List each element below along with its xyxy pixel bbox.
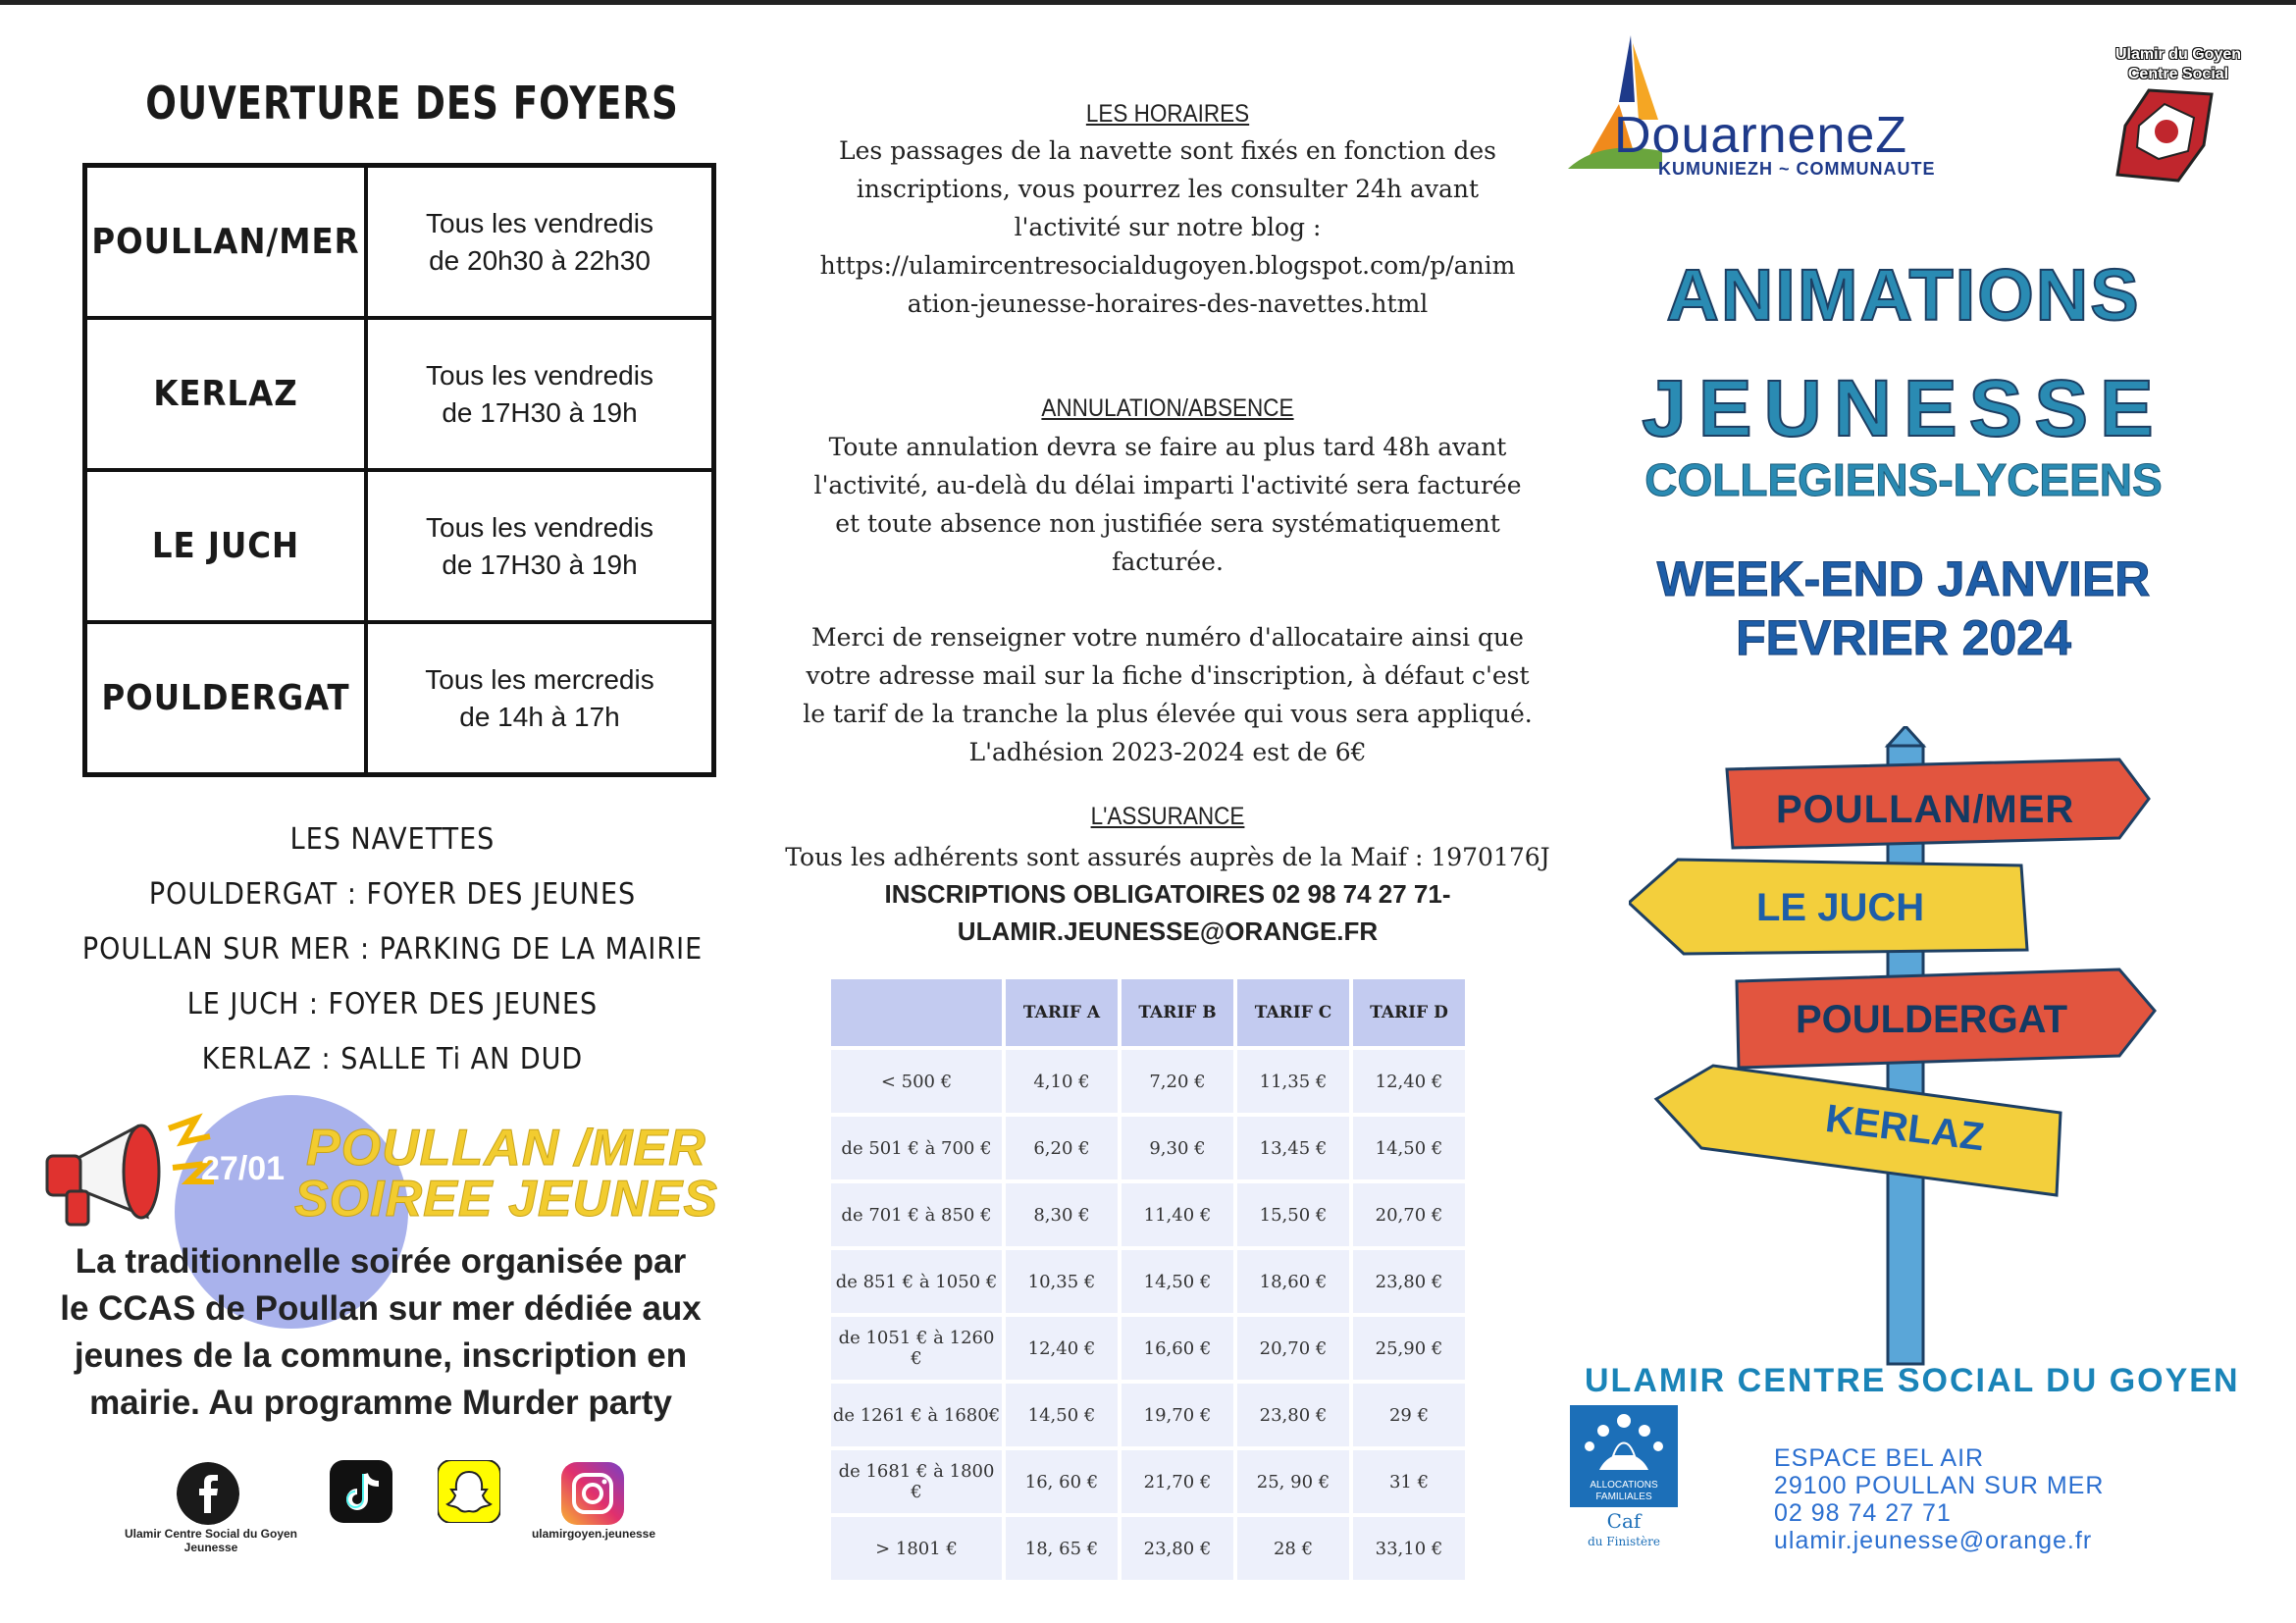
- event-description: [47, 1238, 714, 1427]
- horaires-text: [785, 131, 1550, 323]
- navettes-list: [78, 812, 706, 1087]
- schedule-line: Tous les vendredis: [426, 207, 653, 238]
- inscriptions-line: INSCRIPTIONS OBLIGATOIRES 02 98 74 27 71-: [884, 879, 1451, 909]
- foyer-schedule: [366, 318, 714, 470]
- table-row: [85, 470, 714, 622]
- allocataire-text: [785, 618, 1550, 771]
- event-text-line: mairie. Au programme Murder party: [89, 1384, 672, 1422]
- schedule-line: de 14h à 17h: [459, 701, 620, 732]
- assurance-text: Tous les adhérents sont assurés auprès de la Maif : 1970176J: [785, 843, 1550, 871]
- income-bracket: de 1261 € à 1680€: [831, 1384, 1002, 1446]
- table-cell: 4,10 €: [1006, 1050, 1118, 1113]
- schedule-line: Tous les vendredis: [426, 359, 653, 391]
- table-cell: 7,20 €: [1122, 1050, 1233, 1113]
- instagram-icon[interactable]: [561, 1462, 624, 1525]
- table-cell: 31 €: [1353, 1450, 1465, 1513]
- event-text-line: jeunes de la commune, inscription en: [74, 1336, 688, 1375]
- table-cell: 23,80 €: [1353, 1250, 1465, 1313]
- sign-poullan: [1727, 759, 2149, 848]
- table-row: [831, 1384, 1465, 1446]
- contact-line: 29100 POULLAN SUR MER: [1774, 1472, 2105, 1499]
- annulation-heading: ANNULATION/ABSENCE: [1041, 394, 1294, 422]
- sign-label: POULLAN/MER: [1776, 788, 2075, 831]
- caf-text: Caf: [1606, 1509, 1642, 1533]
- contact-phone[interactable]: 02 98 74 27 71: [1774, 1499, 1952, 1527]
- text-line: votre adresse mail sur la fiche d'inscription, à défaut c'est: [806, 661, 1530, 690]
- text-line: Merci de renseigner votre numéro d'allocataire ainsi que: [811, 623, 1524, 652]
- column-header: TARIF A: [1006, 979, 1118, 1046]
- tiktok-icon[interactable]: [330, 1460, 392, 1523]
- text-line: l'activité, au-delà du délai imparti l'activité sera facturée: [813, 471, 1522, 499]
- sign-le-juch: [1629, 860, 2027, 954]
- text-line: Les passages de la navette sont fixés en fonction des: [839, 136, 1496, 165]
- table-cell: 20,70 €: [1353, 1183, 1465, 1246]
- inscriptions-contact: [785, 875, 1550, 950]
- table-cell: 16, 60 €: [1006, 1450, 1118, 1513]
- table-cell: 23,80 €: [1122, 1517, 1233, 1580]
- table-cell: 18,60 €: [1237, 1250, 1349, 1313]
- table-header-row: [831, 979, 1465, 1046]
- table-cell: 21,70 €: [1122, 1450, 1233, 1513]
- text-line: Toute annulation devra se faire au plus tard 48h avant: [828, 433, 1507, 461]
- table-cell: 11,40 €: [1122, 1183, 1233, 1246]
- table-cell: 10,35 €: [1006, 1250, 1118, 1313]
- income-bracket: de 851 € à 1050 €: [831, 1250, 1002, 1313]
- foyer-location: POULDERGAT: [85, 622, 367, 775]
- table-cell: 33,10 €: [1353, 1517, 1465, 1580]
- list-item: LE JUCH : FOYER DES JEUNES: [186, 987, 599, 1021]
- income-bracket: de 701 € à 850 €: [831, 1183, 1002, 1246]
- horaires-heading: LES HORAIRES: [1085, 100, 1250, 128]
- foyer-schedule: [366, 622, 714, 775]
- navettes-heading: LES NAVETTES: [289, 822, 496, 857]
- blog-link[interactable]: ation-jeunesse-horaires-des-navettes.html: [907, 289, 1429, 318]
- table-cell: 12,40 €: [1353, 1050, 1465, 1113]
- table-cell: 14,50 €: [1122, 1250, 1233, 1313]
- table-cell: 18, 65 €: [1006, 1517, 1118, 1580]
- schedule-line: de 20h30 à 22h30: [429, 244, 651, 276]
- table-cell: 12,40 €: [1006, 1317, 1118, 1380]
- column-header: TARIF C: [1237, 979, 1349, 1046]
- table-cell: 29 €: [1353, 1384, 1465, 1446]
- table-cell: 25, 90 €: [1237, 1450, 1349, 1513]
- table-row: [831, 1050, 1465, 1113]
- blog-link[interactable]: https://ulamircentresocialdugoyen.blogspot.com/p/anim: [819, 251, 1516, 280]
- foyer-schedule: [366, 470, 714, 622]
- annulation-text: [785, 428, 1550, 581]
- table-row: [831, 1450, 1465, 1513]
- schedule-line: de 17H30 à 19h: [442, 396, 638, 428]
- tarifs-table: [827, 975, 1469, 1584]
- table-row: [85, 318, 714, 470]
- table-cell: 14,50 €: [1353, 1117, 1465, 1179]
- income-bracket: de 1681 € à 1800 €: [831, 1450, 1002, 1513]
- period-title: [1550, 550, 2257, 667]
- signpost-illustration: [1629, 726, 2178, 1374]
- event-date: 27/01: [201, 1150, 286, 1187]
- event-text-line: La traditionnelle soirée organisée par: [75, 1242, 687, 1281]
- table-cell: 11,35 €: [1237, 1050, 1349, 1113]
- text-line: le tarif de la tranche la plus élevée qui vous sera appliqué.: [803, 700, 1533, 728]
- ulamir-logo-text: [2100, 45, 2257, 84]
- foyers-table: [82, 163, 716, 777]
- ulamir-logo-line: Ulamir du Goyen: [2114, 46, 2242, 63]
- sign-label: LE JUCH: [1756, 886, 1925, 929]
- ulamir-logo-icon: [2110, 86, 2219, 184]
- table-row: [831, 1250, 1465, 1313]
- table-row: [831, 1117, 1465, 1179]
- main-title-line2: JEUNESSE: [1642, 364, 2166, 453]
- douarnenez-logo-subtitle: KUMUNIEZH ~ COMMUNAUTE: [1658, 159, 1936, 179]
- caf-family-icon: [1570, 1409, 1678, 1476]
- caf-text: du Finistère: [1588, 1535, 1660, 1548]
- text-line: l'activité sur notre blog :: [1014, 213, 1322, 241]
- column-header: [831, 979, 1002, 1046]
- column-header: TARIF D: [1353, 979, 1465, 1046]
- text-line: et toute absence non justifiée sera systématiquement: [835, 509, 1500, 538]
- period-line: WEEK-END JANVIER: [1656, 551, 2151, 606]
- douarnenez-logo-name: DouarneneZ: [1614, 107, 1908, 164]
- column-header: TARIF B: [1122, 979, 1233, 1046]
- instagram-label: ulamirgoyen.jeunesse: [531, 1527, 656, 1541]
- table-cell: 16,60 €: [1122, 1317, 1233, 1380]
- table-cell: 28 €: [1237, 1517, 1349, 1580]
- sign-pouldergat: [1737, 969, 2155, 1068]
- table-cell: 13,45 €: [1237, 1117, 1349, 1179]
- period-line: FEVRIER 2024: [1736, 610, 2071, 665]
- table-row: [85, 622, 714, 775]
- event-title: POULLAN /MER: [306, 1120, 706, 1177]
- list-item: KERLAZ : SALLE Ti AN DUD: [201, 1042, 584, 1076]
- foyer-location: LE JUCH: [85, 470, 367, 622]
- schedule-line: de 17H30 à 19h: [442, 549, 638, 580]
- snapchat-icon[interactable]: [438, 1460, 500, 1523]
- organisation-name: ULAMIR CENTRE SOCIAL DU GOYEN: [1585, 1362, 2240, 1399]
- facebook-icon[interactable]: [177, 1462, 239, 1525]
- foyers-title: OUVERTURE DES FOYERS: [145, 77, 679, 130]
- foyer-location: POULLAN/MER: [85, 166, 367, 319]
- table-cell: 20,70 €: [1237, 1317, 1349, 1380]
- table-cell: 9,30 €: [1122, 1117, 1233, 1179]
- table-cell: 15,50 €: [1237, 1183, 1349, 1246]
- sign-label: POULDERGAT: [1796, 998, 2068, 1041]
- sign-kerlaz: [1656, 1066, 2061, 1195]
- contact-email[interactable]: ulamir.jeunesse@orange.fr: [1774, 1527, 2093, 1554]
- main-title: ANIMATIONS: [1666, 254, 2141, 336]
- list-item: POULLAN SUR MER : PARKING DE LA MAIRIE: [81, 932, 704, 967]
- facebook-label: Ulamir Centre Social du Goyen Jeunesse: [124, 1527, 298, 1554]
- table-cell: 25,90 €: [1353, 1317, 1465, 1380]
- table-row: [85, 166, 714, 319]
- schedule-line: Tous les mercredis: [425, 663, 654, 695]
- sign-label: KERLAZ: [1823, 1096, 1987, 1160]
- foyer-schedule: [366, 166, 714, 319]
- income-bracket: de 501 € à 700 €: [831, 1117, 1002, 1179]
- table-row: [831, 1517, 1465, 1580]
- income-bracket: < 500 €: [831, 1050, 1002, 1113]
- event-subtitle: SOIREE JEUNES: [294, 1171, 719, 1228]
- table-row: [831, 1183, 1465, 1246]
- inscriptions-email[interactable]: ULAMIR.JEUNESSE@ORANGE.FR: [957, 916, 1379, 946]
- top-border: [0, 0, 2296, 5]
- event-text-line: le CCAS de Poullan sur mer dédiée aux: [60, 1289, 702, 1328]
- text-line: inscriptions, vous pourrez les consulter 24h avant: [856, 175, 1480, 203]
- audience-title: COLLEGIENS-LYCEENS: [1644, 454, 2163, 505]
- assurance-heading: L'ASSURANCE: [1090, 803, 1245, 830]
- list-item: POULDERGAT : FOYER DES JEUNES: [148, 877, 637, 912]
- table-row: [831, 1317, 1465, 1380]
- contact-info: [1774, 1444, 2104, 1554]
- caf-text: FAMILIALES: [1595, 1492, 1652, 1502]
- table-cell: 8,30 €: [1006, 1183, 1118, 1246]
- ulamir-logo-line: Centre Social: [2127, 66, 2229, 82]
- table-cell: 23,80 €: [1237, 1384, 1349, 1446]
- text-line: facturée.: [1112, 548, 1224, 576]
- contact-line: ESPACE BEL AIR: [1774, 1444, 1985, 1472]
- table-cell: 19,70 €: [1122, 1384, 1233, 1446]
- caf-text: ALLOCATIONS: [1590, 1480, 1658, 1491]
- foyer-location: KERLAZ: [85, 318, 367, 470]
- income-bracket: > 1801 €: [831, 1517, 1002, 1580]
- table-cell: 6,20 €: [1006, 1117, 1118, 1179]
- text-line: L'adhésion 2023-2024 est de 6€: [968, 738, 1367, 766]
- caf-logo: [1570, 1405, 1678, 1562]
- table-cell: 14,50 €: [1006, 1384, 1118, 1446]
- income-bracket: de 1051 € à 1260 €: [831, 1317, 1002, 1380]
- schedule-line: Tous les vendredis: [426, 511, 653, 543]
- megaphone-icon: [39, 1109, 216, 1236]
